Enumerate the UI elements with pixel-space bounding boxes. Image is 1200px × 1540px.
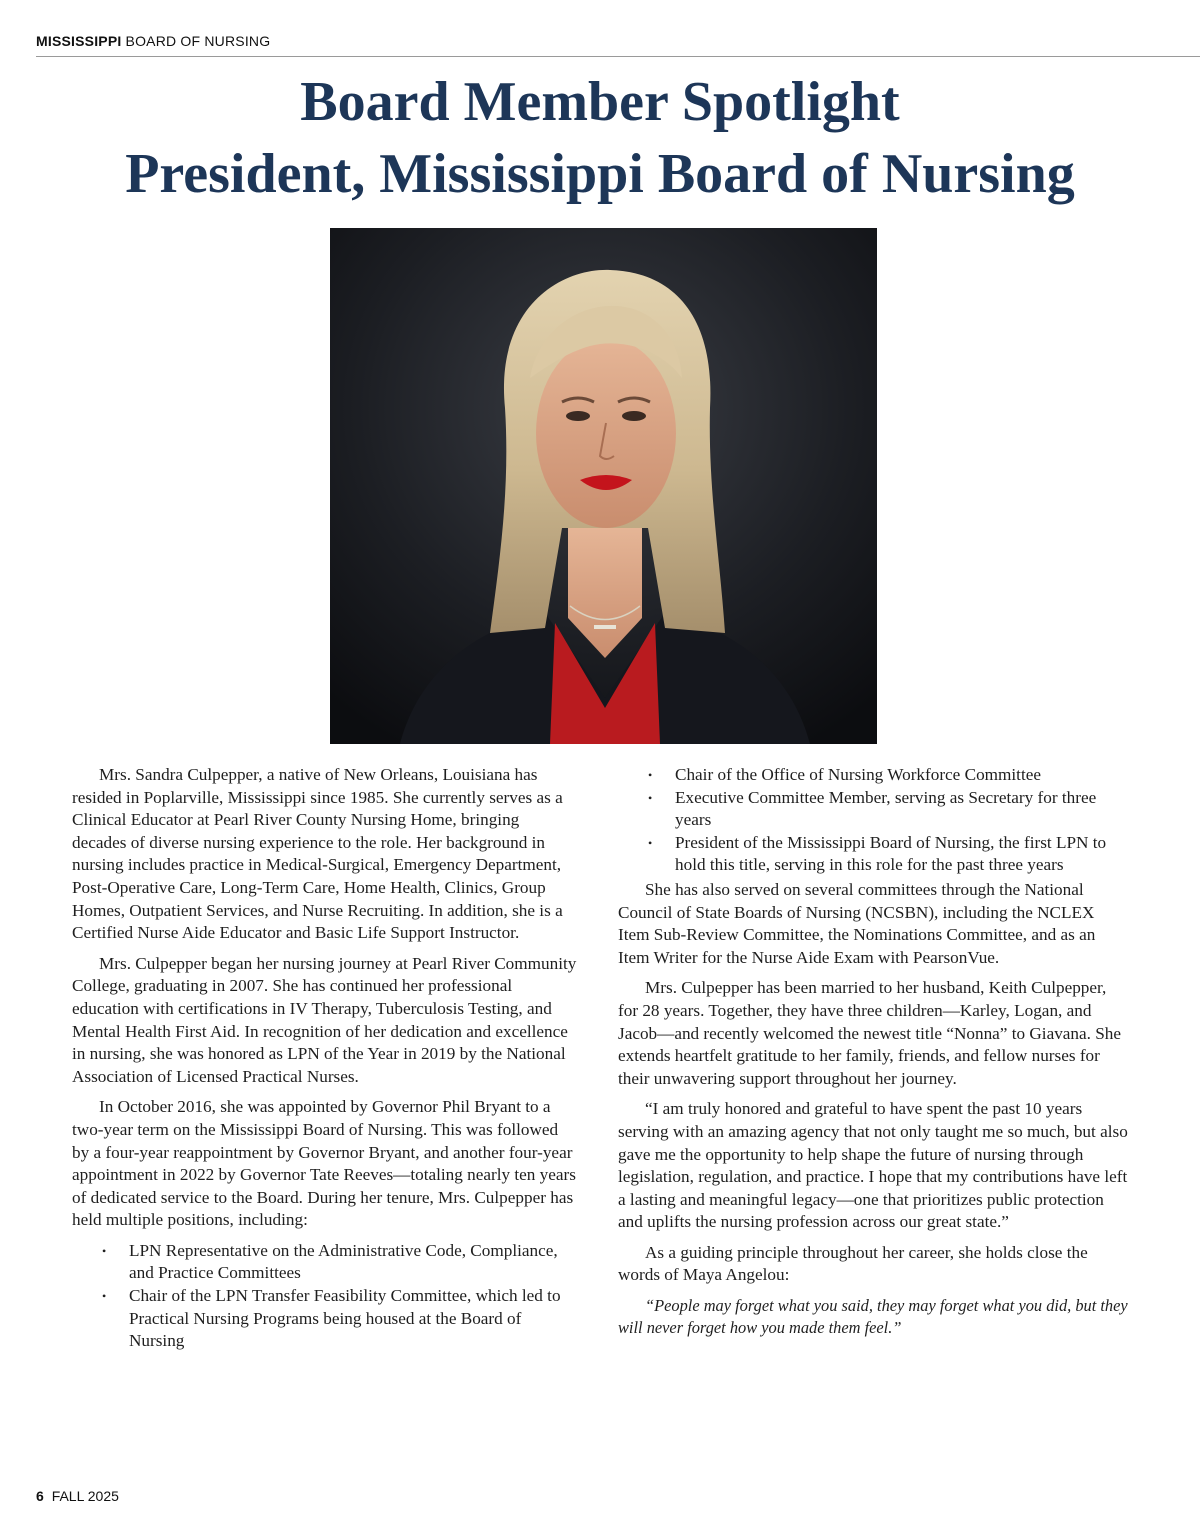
bio-paragraph-1: Mrs. Sandra Culpepper, a native of New Orleans, Louisiana has resided in Poplarville, Mississippi since 1985. She currently serves as a Clinical Educator at Pearl River County Nursing Home, bringing decades of diverse nursing experience to the role. Her background in nursing includes practice in Medical-Surgical, Emergency Department, Post-Operative Care, Long-Term Care, Home Health, Clinics, Group Homes, Outpatient Services, and Nurse Recruiting. In addition, she is a Certified Nurse Aide Educator and Basic Life Support Instructor.: [72, 765, 563, 943]
bullet-icon: •: [648, 768, 653, 782]
positions-list-left: [72, 1240, 577, 1353]
list-item: • Chair of the LPN Transfer Feasibility Committee, which led to Practical Nursing Programs being housed at the Board of Nursing: [102, 1286, 561, 1351]
header-org: BOARD OF NURSING: [125, 33, 271, 49]
bullet-icon: •: [102, 1289, 107, 1304]
issue-label: FALL 2025: [51, 1488, 119, 1504]
bio-paragraph-2: Mrs. Culpepper began her nursing journey at Pearl River Community College, graduating in 2007. She has continued her professional education with certifications in IV Therapy, Tuberculosis Testing, and Mental Health First Aid. In recognition of her dedication and excellence in nursing, she was honored as LPN of the Year in 2019 by the National Association of Licensed Practical Nurses.: [72, 953, 577, 1086]
right-column: [618, 764, 1130, 1347]
bullet-icon: •: [102, 1243, 107, 1258]
list-item: • Executive Committee Member, serving as Secretary for three years: [648, 787, 1097, 830]
header-state: MISSISSIPPI: [36, 33, 122, 49]
maya-angelou-quote: “People may forget what you said, they may forget what you did, but they will never forget how you made them feel.”: [618, 1296, 1128, 1338]
page-footer: [36, 1488, 119, 1504]
bullet-icon: •: [648, 790, 653, 805]
list-item: • LPN Representative on the Administrative Code, Compliance, and Practice Committees: [102, 1240, 558, 1283]
left-column: [72, 764, 577, 1355]
positions-list-right: [618, 764, 1130, 877]
committees-paragraph: She has also served on several committees through the National Council of State Boards of Nursing (NCSBN), including the NCLEX Item Sub-Review Committee, the Nominations Committee, and as an Item Writer for the Nurse Aide Exam with PearsonVue.: [618, 879, 1096, 967]
guiding-principle-paragraph: As a guiding principle throughout her career, she holds close the words of Maya Angelou:: [618, 1242, 1088, 1285]
list-item: • President of the Mississippi Board of Nursing, the first LPN to hold this title, serving in this role for the past three years: [648, 832, 1107, 875]
list-item: • Chair of the Office of Nursing Workforce Committee: [618, 764, 1130, 787]
page-subtitle: President, Mississippi Board of Nursing: [125, 143, 1075, 205]
page-title: Board Member Spotlight: [300, 71, 900, 133]
portrait-photo: [330, 228, 877, 744]
running-head: [36, 33, 270, 49]
header-rule: [36, 56, 1200, 57]
bio-paragraph-3: In October 2016, she was appointed by Governor Phil Bryant to a two-year term on the Mississippi Board of Nursing. This was followed by a four-year reappointment by Governor Bryant, and another four-year appointment in 2022 by Governor Tate Reeves—totaling nearly ten years of dedicated service to the Board. During her tenure, Mrs. Culpepper has held multiple positions, including:: [72, 1097, 576, 1230]
honored-quote-paragraph: “I am truly honored and grateful to have spent the past 10 years serving with an amazing agency that not only taught me so much, but also gave me the opportunity to help shape the future of nursing through legislation, regulation, and practice. I hope that my contributions have left a lasting and meaningful legacy—one that prioritizes public protection and uplifts the nursing profession across our great state.”: [618, 1099, 1128, 1232]
page-number: 6: [36, 1488, 44, 1504]
bullet-icon: •: [648, 835, 653, 850]
family-paragraph: Mrs. Culpepper has been married to her husband, Keith Culpepper, for 28 years. Together, they have three children—Karley, Logan, and Jacob—and recently welcomed the newest title “Nonna” to Giavana. She extends heartfelt gratitude to her family, friends, and fellow nurses for their unwavering support throughout her journey.: [618, 978, 1122, 1088]
